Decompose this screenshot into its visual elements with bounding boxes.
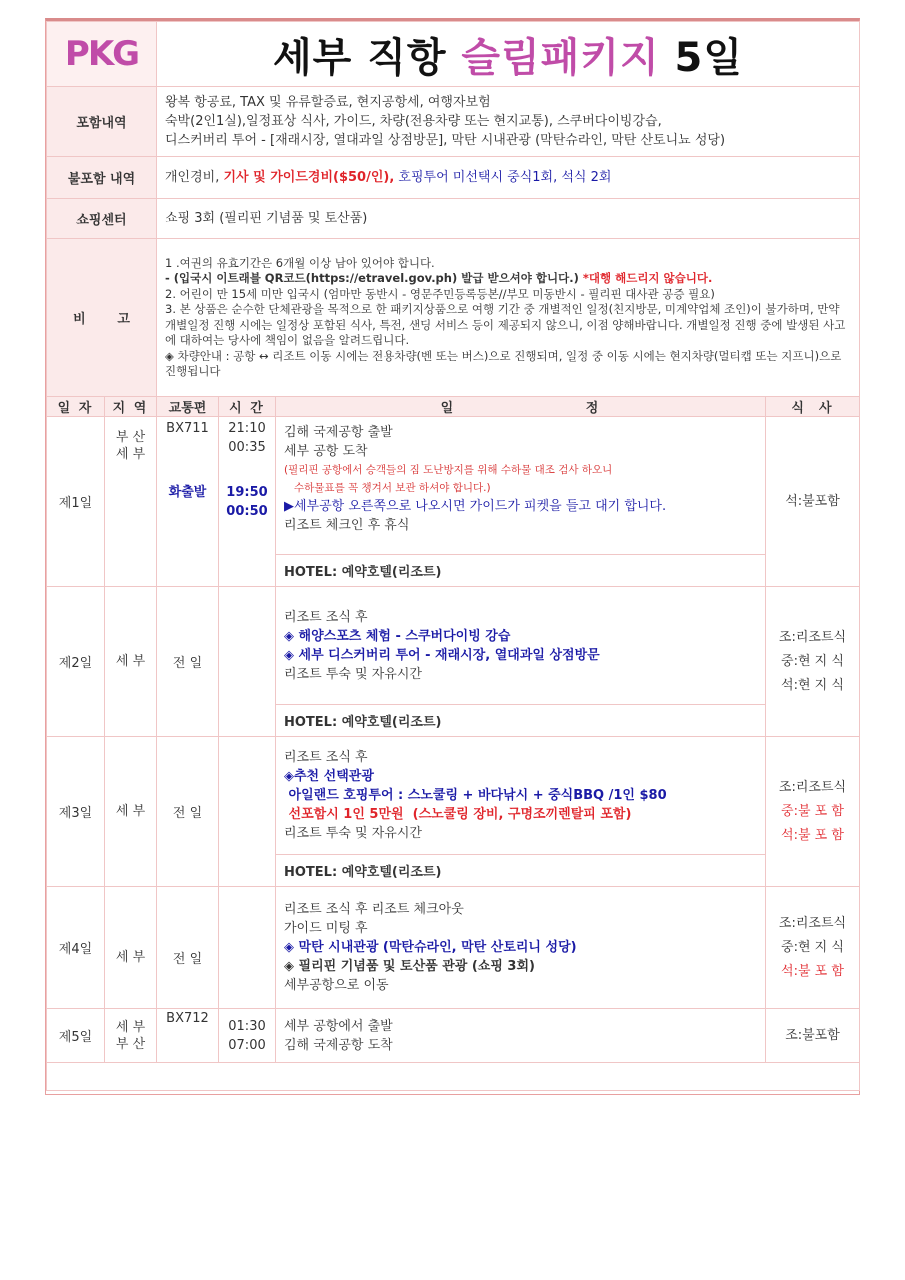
itinerary-item: 김해 국제공항 출발 xyxy=(284,425,393,440)
itinerary-shopping: ◈ 필리핀 기념품 및 토산품 관광 (쇼핑 3회) xyxy=(284,959,535,974)
excluded-content xyxy=(157,157,860,199)
schedule-table xyxy=(46,396,860,1091)
included-line: 디스커버리 투어 - [재래시장, 열대과일 상점방문], 막탄 시내관광 (막탄슈라인, 막탄 산토니뇨 성당) xyxy=(165,133,726,148)
itinerary-item: 리조트 조식 후 xyxy=(284,750,368,765)
included-content xyxy=(157,87,860,157)
day-time xyxy=(219,587,276,737)
itinerary-item: 리조트 조식 후 리조트 체크아웃 xyxy=(284,902,464,917)
pkg-label: PKG xyxy=(64,34,139,74)
itinerary-item: 세부공항으로 이동 xyxy=(284,978,389,993)
time-alt-depart: 19:50 xyxy=(226,485,268,500)
header-day: 일 자 xyxy=(47,397,105,417)
itinerary-item: 세부 공항에서 출발 xyxy=(284,1018,393,1034)
title-highlight: 슬림패키지 xyxy=(461,34,660,81)
day-meals xyxy=(766,1009,860,1063)
itinerary-scuba: ◈ 해양스포츠 체험 - 스쿠버다이빙 강습 xyxy=(284,628,511,644)
remarks-etravel: - (입국시 이트래블 QR코드(https://etravel.gov.ph) 발급 받으셔야 합니다.) xyxy=(165,271,579,285)
day-transport: 전 일 xyxy=(157,587,219,737)
itinerary-item: 리조트 투숙 및 자유시간 xyxy=(284,826,422,841)
excluded-row xyxy=(47,157,860,199)
day-label: 제5일 xyxy=(47,1009,105,1063)
hotel-info: HOTEL: 예약호텔(리조트) xyxy=(276,705,766,737)
included-line: 왕복 항공료, TAX 및 유류할증료, 현지공항세, 여행자보험 xyxy=(165,95,491,110)
excluded-label: 불포함 내역 xyxy=(47,157,157,199)
meal-lunch: 중:현 지 식 xyxy=(781,939,844,955)
included-label: 포함내역 xyxy=(47,87,157,157)
remarks-line: 1 .여권의 유효기간은 6개월 이상 남아 있어야 합니다. xyxy=(165,255,435,270)
day-label: 제4일 xyxy=(47,887,105,1009)
day-meals xyxy=(766,417,860,587)
itinerary-hopping-tour: 아일랜드 호핑투어 : 스노쿨링 + 바다낚시 + 중식BBQ /1인 $80 xyxy=(284,788,667,803)
shopping-row xyxy=(47,199,860,239)
itinerary-guide-note: ▶세부공항 오른쪽으로 나오시면 가이드가 피켓을 들고 대기 합니다. xyxy=(284,499,667,514)
itinerary-item: 리조트 조식 후 xyxy=(284,609,368,625)
schedule-header-row xyxy=(47,397,860,417)
day-time xyxy=(219,1009,276,1063)
day-row xyxy=(47,887,860,1009)
day-itinerary xyxy=(276,1009,766,1063)
day-region xyxy=(105,1009,157,1063)
itinerary-optional-title: ◈추천 선택관광 xyxy=(284,769,374,784)
baggage-note: (필리핀 공항에서 승객들의 짐 도난방지를 위해 수하물 대조 검사 하오니 xyxy=(284,464,613,476)
day-region: 세 부 xyxy=(105,587,157,737)
meal-dinner: 석:현 지 식 xyxy=(781,677,844,693)
day-label: 제1일 xyxy=(47,417,105,587)
remarks-label: 비 고 xyxy=(47,239,157,397)
remarks-line: 3. 본 상품은 순수한 단체관광을 목적으로 한 패키지상품으로 여행 기간 중 개별적인 일정(친지방문, 미계약업체 조인)이 불가하며, 만약 개별일정 진행 시에는 일정상 포함된 식사, 특전, 샌딩 서비스 등이 제공되지 않으니, 이점 양해바랍니다. 개별일정 진행 중에 발생된 사고에 대하여는 당사에 책임이 없음을 알려드립니다. xyxy=(165,302,846,347)
region-origin: 부 산 xyxy=(115,430,146,445)
excluded-guide-fee: 기사 및 가이드경비($50/인), xyxy=(223,170,395,185)
baggage-note: 수하물표를 꼭 챙겨서 보관 하셔야 합니다.) xyxy=(294,482,491,494)
day-transport: 전 일 xyxy=(157,887,219,1009)
day-label: 제3일 xyxy=(47,737,105,887)
meal-lunch: 중:현 지 식 xyxy=(781,653,844,669)
day-region xyxy=(105,417,157,587)
info-table xyxy=(46,86,860,397)
day-transport xyxy=(157,417,219,587)
day-row xyxy=(47,1009,860,1063)
time-alt-arrive: 00:50 xyxy=(226,504,268,519)
blank-footer-cell xyxy=(47,1063,860,1091)
time-arrive: 00:35 xyxy=(228,440,266,455)
title-cell xyxy=(157,22,860,87)
meal-breakfast: 조:리조트식 xyxy=(778,629,847,645)
meal-breakfast: 조:리조트식 xyxy=(778,915,847,931)
meal-breakfast: 조:불포함 xyxy=(785,1027,840,1043)
remarks-row xyxy=(47,239,860,397)
time-arrive: 07:00 xyxy=(228,1037,266,1053)
hotel-info: HOTEL: 예약호텔(리조트) xyxy=(276,855,766,887)
pkg-label-cell xyxy=(47,22,157,87)
day-meals xyxy=(766,737,860,887)
meal-dinner: 석:불 포 함 xyxy=(781,963,844,979)
region-origin: 세 부 xyxy=(115,1019,146,1035)
itinerary-prepay-price: 선포함시 1인 5만원 (스노쿨링 장비, 구명조끼렌탈피 포함) xyxy=(284,807,632,822)
itinerary-item: 김해 국제공항 도착 xyxy=(284,1037,393,1053)
region-dest: 세 부 xyxy=(115,447,146,462)
day-time xyxy=(219,417,276,587)
shopping-content: 쇼핑 3회 (필리핀 기념품 및 토산품) xyxy=(157,199,860,239)
remarks-line: ◈ 차량안내 : 공항 ↔ 리조트 이동 시에는 전용차량(벤 또는 버스)으로 진행되며, 일정 중 이동 시에는 현지차량(멀티캡 또는 지프니)으로 진행됩니다 xyxy=(165,348,842,378)
day-transport: BX712 xyxy=(157,1009,219,1063)
day-region: 세 부 xyxy=(105,887,157,1009)
flight-number: BX711 xyxy=(166,421,209,436)
time-depart: 21:10 xyxy=(228,421,266,436)
meal-dinner: 석:불포함 xyxy=(785,493,840,509)
day-row xyxy=(47,737,860,855)
meal-breakfast: 조:리조트식 xyxy=(778,779,847,795)
remarks-content xyxy=(157,239,860,397)
day-region: 세 부 xyxy=(105,737,157,887)
remarks-line xyxy=(165,271,851,287)
page-title xyxy=(273,35,743,81)
day-transport: 전 일 xyxy=(157,737,219,887)
excluded-part1: 개인경비, xyxy=(165,170,224,185)
itinerary-item: 리조트 투숙 및 자유시간 xyxy=(284,666,422,682)
hotel-info: HOTEL: 예약호텔(리조트) xyxy=(276,555,766,587)
title-part2: 5일 xyxy=(659,34,744,81)
header-itinerary: 일 정 xyxy=(276,397,766,417)
header-meals: 식 사 xyxy=(766,397,860,417)
day-itinerary xyxy=(276,887,766,1009)
day-meals xyxy=(766,887,860,1009)
region-dest: 부 산 xyxy=(115,1036,146,1052)
remarks-no-agency: *대행 해드리지 않습니다. xyxy=(578,271,713,285)
blank-footer-row xyxy=(47,1063,860,1091)
itinerary-item: 세부 공항 도착 xyxy=(284,444,368,459)
header-time: 시 간 xyxy=(219,397,276,417)
day-itinerary xyxy=(276,417,766,555)
remarks-line: 2. 어린이 만 15세 미만 입국시 (엄마만 동반시 - 영문주민등록등본//부모 미동반시 - 필리핀 대사관 공증 필요) xyxy=(165,286,715,301)
day-label: 제2일 xyxy=(47,587,105,737)
itinerary-item: 가이드 미팅 후 xyxy=(284,921,368,936)
title-part1: 세부 직항 xyxy=(272,34,462,81)
header-transport: 교통편 xyxy=(157,397,219,417)
departure-day: 화출발 xyxy=(168,485,207,500)
itinerary-city-tour: ◈ 막탄 시내관광 (막탄슈라인, 막탄 산토리니 성당) xyxy=(284,940,577,955)
day-itinerary xyxy=(276,587,766,705)
included-row xyxy=(47,87,860,157)
header-region: 지 역 xyxy=(105,397,157,417)
shopping-label: 쇼핑센터 xyxy=(47,199,157,239)
meal-dinner: 석:불 포 함 xyxy=(781,827,844,843)
day-time xyxy=(219,887,276,1009)
day-row xyxy=(47,587,860,705)
day-time xyxy=(219,737,276,887)
meal-lunch: 중:불 포 함 xyxy=(781,803,844,819)
time-depart: 01:30 xyxy=(228,1018,266,1034)
header-table xyxy=(46,21,860,87)
day-meals xyxy=(766,587,860,737)
itinerary-discovery: ◈ 세부 디스커버리 투어 - 재래시장, 열대과일 상점방문 xyxy=(284,647,600,663)
itinerary-item: 리조트 체크인 후 휴식 xyxy=(284,518,410,533)
excluded-part3: 호핑투어 미선택시 중식1회, 석식 2회 xyxy=(394,170,612,185)
day-itinerary xyxy=(276,737,766,855)
day-row xyxy=(47,417,860,555)
included-line: 숙박(2인1실),일정표상 식사, 가이드, 차량(전용차량 또는 현지교통), 스쿠버다이빙강습, xyxy=(165,114,662,129)
